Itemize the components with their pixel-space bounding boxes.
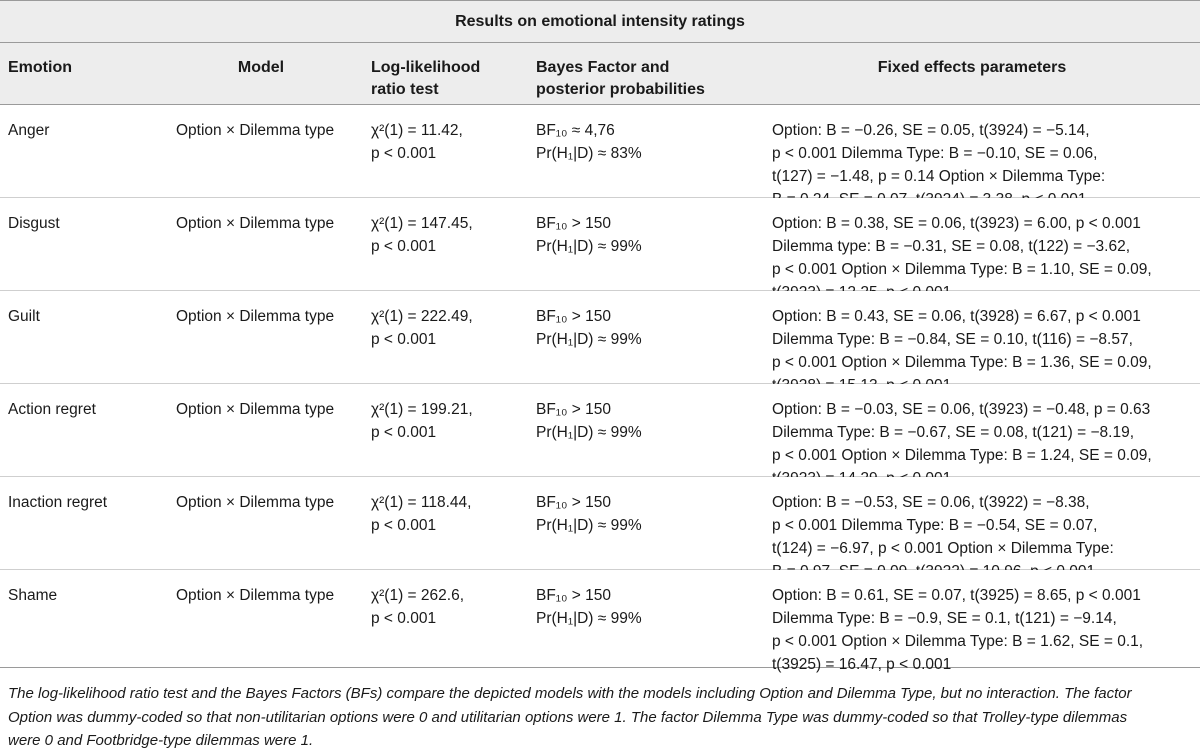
cell-llr-line: χ²(1) = 11.42, xyxy=(371,122,463,139)
cell-emotion: Disgust xyxy=(8,215,60,232)
cell-llr-line: p < 0.001 xyxy=(371,610,437,627)
cell-llr xyxy=(371,119,531,165)
cell-bf-line: Pr(H₁|D) ≈ 99% xyxy=(536,331,642,348)
cell-model: Option × Dilemma type xyxy=(176,308,335,325)
cell-bf-line: Pr(H₁|D) ≈ 99% xyxy=(536,238,642,255)
header-bf-line-1: Bayes Factor and xyxy=(536,59,670,76)
cell-bayes-factor xyxy=(536,212,761,258)
cell-fixed-effects-line: t(3925) = 16.47, p < 0.001 xyxy=(772,656,952,673)
cell-llr-line: p < 0.001 xyxy=(371,517,437,534)
cell-model: Option × Dilemma type xyxy=(176,401,335,418)
cell-bf-line: BF₁₀ > 150 xyxy=(536,401,611,418)
cell-fixed-effects-line: Dilemma type: B = −0.31, SE = 0.08, t(122) = −3.62, xyxy=(772,238,1130,255)
cell-fixed-effects-line: Option: B = −0.26, SE = 0.05, t(3924) = −5.14, xyxy=(772,122,1090,139)
table-header-row xyxy=(0,43,1200,105)
cell-llr-line: p < 0.001 xyxy=(371,145,437,162)
header-bayes-factor xyxy=(536,57,761,101)
header-llr-line-1: Log-likelihood xyxy=(371,59,481,76)
header-fixed-effects: Fixed effects parameters xyxy=(877,59,1067,76)
table-row xyxy=(0,477,1200,570)
cell-model: Option × Dilemma type xyxy=(176,215,335,232)
footnote-line-3: were 0 and Footbridge-type dilemmas were 1. xyxy=(8,732,314,749)
header-model: Model xyxy=(237,59,285,76)
cell-fixed-effects-line: p < 0.001 Dilemma Type: B = −0.10, SE = 0.06, xyxy=(772,145,1098,162)
cell-bf-line: BF₁₀ ≈ 4,76 xyxy=(536,122,615,139)
header-bf-line-2: posterior probabilities xyxy=(536,81,705,98)
cell-llr-line: χ²(1) = 199.21, xyxy=(371,401,473,418)
cell-fixed-effects-line: Dilemma Type: B = −0.67, SE = 0.08, t(121) = −8.19, xyxy=(772,424,1135,441)
cell-fixed-effects-line: p < 0.001 Option × Dilemma Type: B = 1.24, SE = 0.09, xyxy=(772,447,1152,464)
cell-bf-line: Pr(H₁|D) ≈ 99% xyxy=(536,610,642,627)
footnote-line-2: Option was dummy-coded so that non-utilitarian options were 0 and utilitarian options were 1. The factor Dilemma Type was dummy-coded so that Trolley-type dilemmas xyxy=(8,708,1128,726)
cell-bf-line: Pr(H₁|D) ≈ 99% xyxy=(536,517,642,534)
table-row xyxy=(0,384,1200,477)
cell-fixed-effects-line: p < 0.001 Option × Dilemma Type: B = 1.36, SE = 0.09, xyxy=(772,354,1152,371)
cell-fixed-effects-line: p < 0.001 Dilemma Type: B = −0.54, SE = 0.07, xyxy=(772,517,1098,534)
footnote-line-1: The log-likelihood ratio test and the Bayes Factors (BFs) compare the depicted models with the models including Option and Dilemma Type, but no interaction. The factor xyxy=(8,685,1132,702)
cell-bf-line: BF₁₀ > 150 xyxy=(536,308,611,325)
cell-bf-line: Pr(H₁|D) ≈ 99% xyxy=(536,424,642,441)
cell-llr xyxy=(371,584,531,630)
cell-fixed-effects-line: Option: B = 0.43, SE = 0.06, t(3928) = 6.67, p < 0.001 xyxy=(772,308,1141,325)
cell-fixed-effects-line: p < 0.001 Option × Dilemma Type: B = 1.62, SE = 0.1, xyxy=(772,633,1144,650)
cell-bf-line: BF₁₀ > 150 xyxy=(536,494,611,511)
cell-emotion: Shame xyxy=(8,587,58,604)
cell-fixed-effects xyxy=(772,584,1197,676)
header-llr-line-2: ratio test xyxy=(371,81,439,98)
cell-emotion: Guilt xyxy=(8,308,40,325)
cell-fixed-effects-line: p < 0.001 Option × Dilemma Type: B = 1.10, SE = 0.09, xyxy=(772,261,1152,278)
cell-emotion: Anger xyxy=(8,122,50,139)
cell-bayes-factor xyxy=(536,398,761,444)
cell-bf-line: BF₁₀ > 150 xyxy=(536,587,611,604)
cell-llr-line: p < 0.001 xyxy=(371,238,437,255)
cell-fixed-effects-line: Option: B = −0.03, SE = 0.06, t(3923) = −0.48, p = 0.63 xyxy=(772,401,1151,418)
cell-fixed-effects-line: Dilemma Type: B = −0.84, SE = 0.10, t(116) = −8.57, xyxy=(772,331,1133,348)
cell-model: Option × Dilemma type xyxy=(176,587,335,604)
cell-bayes-factor xyxy=(536,305,761,351)
cell-llr-line: p < 0.001 xyxy=(371,331,437,348)
cell-fixed-effects-line: t(124) = −6.97, p < 0.001 Option × Dilemma Type: xyxy=(772,540,1114,557)
cell-emotion: Action regret xyxy=(8,401,96,418)
cell-fixed-effects-line: t(127) = −1.48, p = 0.14 Option × Dilemma Type: xyxy=(772,168,1106,185)
cell-llr-line: p < 0.001 xyxy=(371,424,437,441)
cell-llr-line: χ²(1) = 147.45, xyxy=(371,215,473,232)
cell-llr-line: χ²(1) = 262.6, xyxy=(371,587,464,604)
cell-fixed-effects-line: Option: B = 0.61, SE = 0.07, t(3925) = 8.65, p < 0.001 xyxy=(772,587,1141,604)
table-title: Results on emotional intensity ratings xyxy=(0,0,1200,43)
table-row xyxy=(0,570,1200,673)
cell-llr xyxy=(371,398,531,444)
header-llr xyxy=(371,57,531,101)
cell-fixed-effects-line: Option: B = 0.38, SE = 0.06, t(3923) = 6.00, p < 0.001 xyxy=(772,215,1141,232)
cell-bayes-factor xyxy=(536,584,761,630)
table-row xyxy=(0,105,1200,198)
cell-llr xyxy=(371,491,531,537)
table-row xyxy=(0,291,1200,384)
cell-model: Option × Dilemma type xyxy=(176,494,335,511)
cell-bayes-factor xyxy=(536,491,761,537)
header-emotion: Emotion xyxy=(8,59,72,76)
cell-emotion: Inaction regret xyxy=(8,494,108,511)
cell-bf-line: Pr(H₁|D) ≈ 83% xyxy=(536,145,642,162)
cell-fixed-effects-line: Dilemma Type: B = −0.9, SE = 0.1, t(121) = −9.14, xyxy=(772,610,1117,627)
cell-llr xyxy=(371,212,531,258)
table-row xyxy=(0,198,1200,291)
cell-llr-line: χ²(1) = 222.49, xyxy=(371,308,473,325)
cell-bayes-factor xyxy=(536,119,761,165)
cell-model: Option × Dilemma type xyxy=(176,122,335,139)
cell-fixed-effects-line: Option: B = −0.53, SE = 0.06, t(3922) = −8.38, xyxy=(772,494,1090,511)
cell-llr xyxy=(371,305,531,351)
cell-bf-line: BF₁₀ > 150 xyxy=(536,215,611,232)
cell-llr-line: χ²(1) = 118.44, xyxy=(371,494,472,511)
table-footnote xyxy=(8,682,1198,753)
